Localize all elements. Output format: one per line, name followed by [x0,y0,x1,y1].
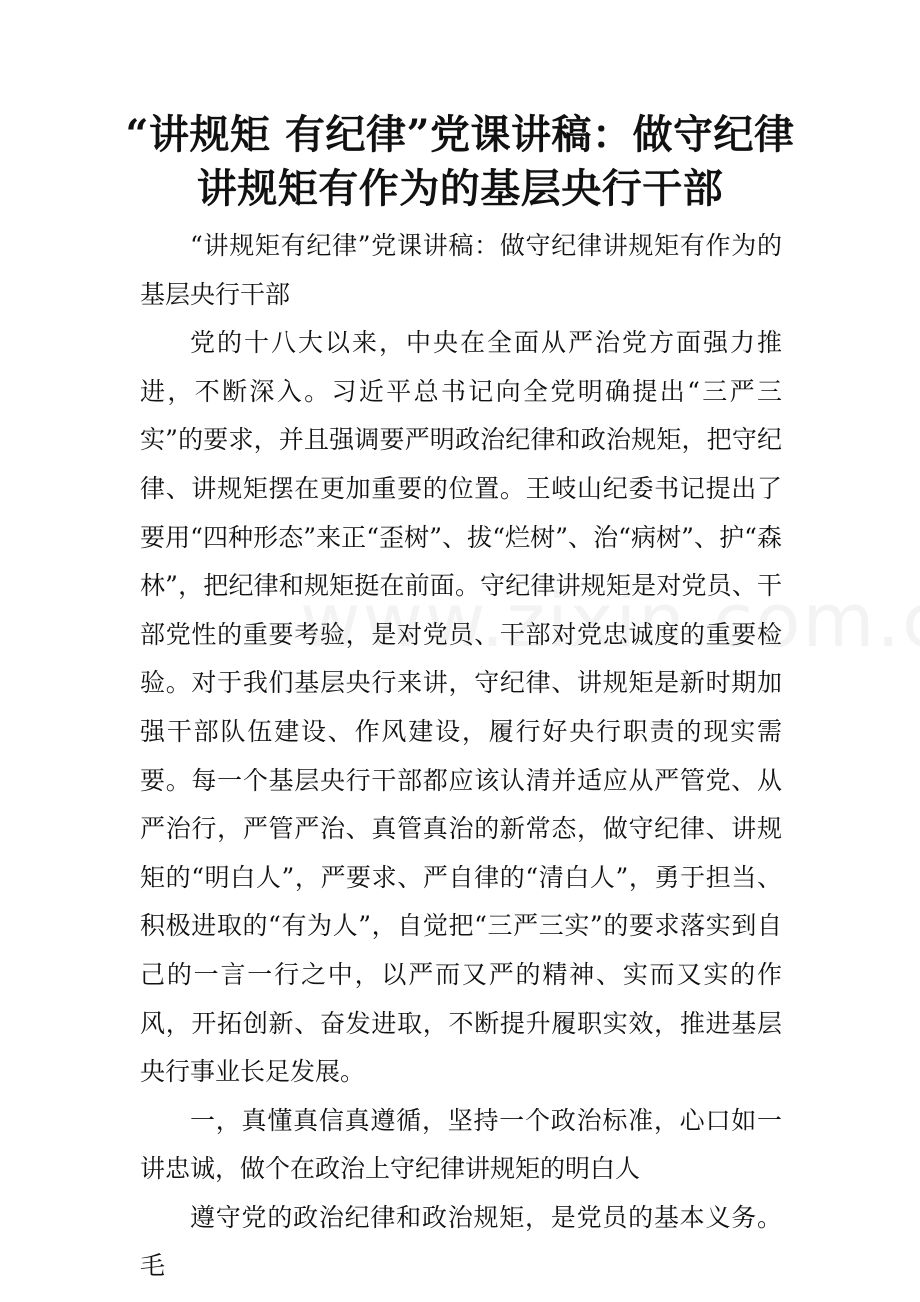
paragraph-subtitle: “讲规矩有纪律”党课讲稿：做守纪律讲规矩有作为的基层央行干部 [140,231,782,309]
paragraph-section-heading: 一，真懂真信真遵循，坚持一个政治标准，心口如一讲忠诚，做个在政治上守纪律讲规矩的明白人 [140,1105,782,1184]
title-line-1: “讲规矩 有纪律”党课讲稿：做守纪律 [125,111,795,158]
paragraph-section-text: 遵守党的政治纪律和政治规矩，是党员的基本义务。毛 [140,1202,782,1281]
document-body [140,222,782,1291]
title-line-2: 讲规矩有作为的基层央行干部 [196,165,724,212]
paragraph-intro: 党的十八大以来，中央在全面从严治党方面强力推进，不断深入。习近平总书记向全党明确提出“三严三实”的要求，并且强调要严明政治纪律和政治规矩，把守纪律、讲规矩摆在更加重要的位置。王岐山纪委书记提出了要用“四种形态”来正“歪树”、拔“烂树”、治“病树”、护“森林”，把纪律和规矩挺在前面。守纪律讲规矩是对党员、干部党性的重要考验，是对党员、干部对党忠诚度的重要检验。对于我们基层央行来讲，守纪律、讲规矩是新时期加强干部队伍建设、作风建设，履行好央行职责的现实需要。每一个基层央行干部都应该认清并适应从严管党、从严治行，严管严治、真管真治的新常态，做守纪律、讲规矩的“明白人”，严要求、严自律的“清白人”，勇于担当、积极进取的“有为人”，自觉把“三严三实”的要求落实到自己的一言一行之中，以严而又严的精神、实而又实的作风，开拓创新、奋发进取，不断提升履职实效，推进基层央行事业长足发展。 [140,328,782,1087]
document-title [110,108,810,216]
